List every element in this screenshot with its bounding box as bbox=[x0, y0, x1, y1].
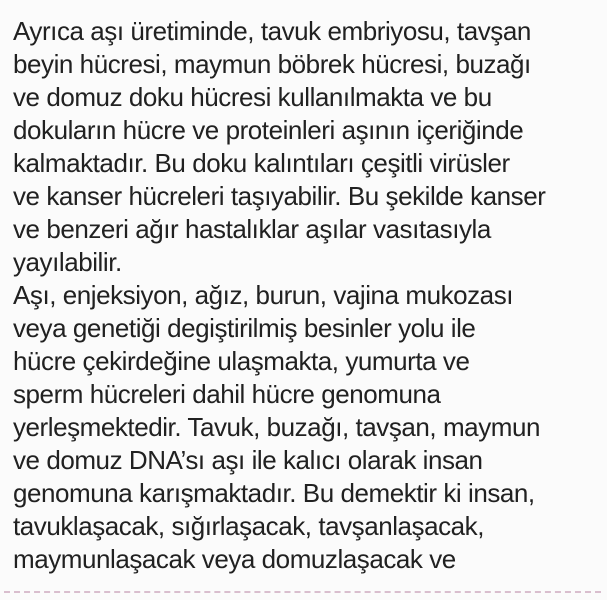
text-line: hücre çekirdeğine ulaşmakta, yumurta ve bbox=[13, 346, 470, 376]
text-line: Aşı, enjeksiyon, ağız, burun, vajina mukozası bbox=[13, 280, 514, 310]
text-line: ve kanser hücreleri taşıyabilir. Bu şekilde kanser bbox=[13, 181, 546, 211]
text-block bbox=[13, 15, 599, 576]
text-line: tavuklaşacak, sığırlaşacak, tavşanlaşacak, bbox=[13, 511, 484, 541]
text-line: veya genetiği degiştirilmiş besinler yolu ile bbox=[13, 313, 476, 343]
text-line: sperm hücreleri dahil hücre genomuna bbox=[13, 379, 441, 409]
text-line: ve domuz DNA’sı aşı ile kalıcı olarak insan bbox=[13, 445, 483, 475]
text-line: ve benzeri ağır hastalıklar aşılar vasıtasıyla bbox=[13, 214, 491, 244]
text-line: yayılabilir. bbox=[13, 247, 122, 277]
text-line: genomuna karışmaktadır. Bu demektir ki insan, bbox=[13, 478, 535, 508]
text-line: yerleşmektedir. Tavuk, buzağı, tavşan, maymun bbox=[13, 412, 540, 442]
text-line: Ayrıca aşı üretiminde, tavuk embriyosu, tavşan bbox=[13, 16, 531, 46]
text-line: ve domuz doku hücresi kullanılmakta ve bu bbox=[13, 82, 492, 112]
text-line: beyin hücresi, maymun böbrek hücresi, buzağı bbox=[13, 49, 531, 79]
text-line: maymunlaşacak veya domuzlaşacak ve bbox=[13, 544, 456, 574]
text-line: dokuların hücre ve proteinleri aşının içeriğinde bbox=[13, 115, 524, 145]
text-line: kalmaktadır. Bu doku kalıntıları çeşitli virüsler bbox=[13, 148, 510, 178]
dashed-divider bbox=[4, 591, 601, 593]
